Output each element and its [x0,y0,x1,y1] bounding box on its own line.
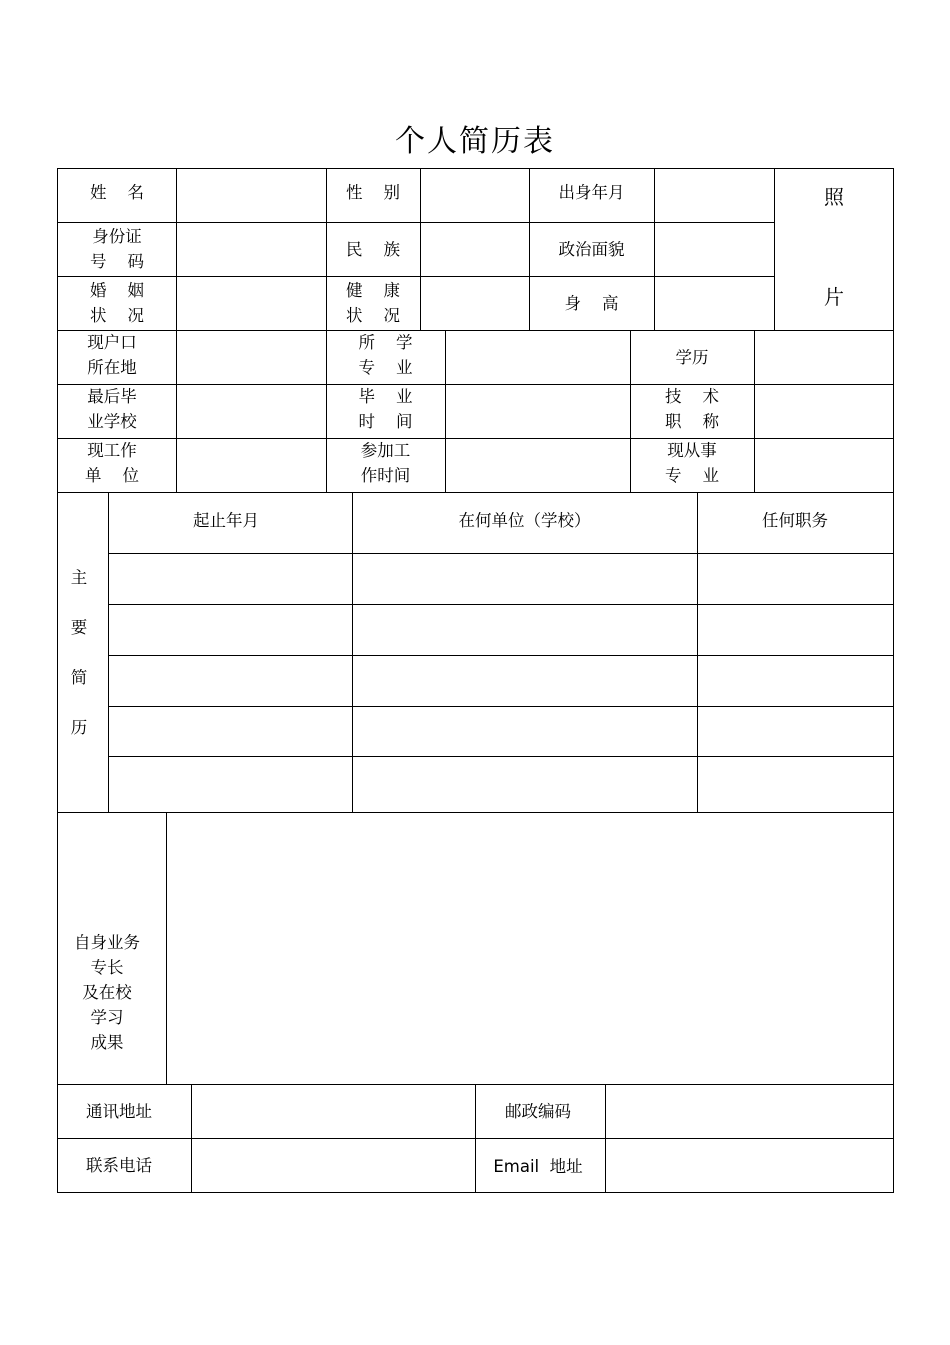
resume-period-cell[interactable] [109,707,352,756]
resume-period-cell[interactable] [109,757,352,812]
resume-section-label: 主 要 简 历 [70,567,88,737]
ethnicity-field[interactable] [421,223,529,276]
resume-position-cell[interactable] [698,605,893,655]
height-field[interactable] [655,277,774,330]
birth-field[interactable] [655,169,774,222]
phone-field[interactable] [192,1139,475,1192]
work-start-label: 参加工 作时间 [360,441,411,485]
table-border-right [893,168,894,1193]
postcode-field[interactable] [606,1085,893,1138]
postcode-label: 邮政编码 [505,1101,571,1121]
last-school-field[interactable] [177,385,326,438]
hukou-field[interactable] [177,331,326,384]
current-field-field[interactable] [755,439,893,492]
tech-title-label: 技 术 职 称 [665,387,719,431]
resume-unit-cell[interactable] [353,656,697,706]
resume-unit-cell[interactable] [353,757,697,812]
height-label: 身 高 [564,293,619,313]
email-label: Email 地址 [493,1156,583,1176]
photo-box[interactable] [775,169,893,330]
position-header: 任何职务 [762,510,828,530]
resume-unit-cell[interactable] [353,554,697,604]
photo-label-2: 片 [824,284,844,309]
graduation-time-label: 毕 业 时 间 [358,387,413,431]
unit-school-header: 在何单位（学校） [458,510,591,530]
expertise-label: 自身业务 专长 及在校 学习 成果 [74,932,140,1052]
resume-period-cell[interactable] [109,554,352,604]
health-field[interactable] [421,277,529,330]
address-field[interactable] [192,1085,475,1138]
birth-label: 出身年月 [558,182,625,202]
hukou-label: 现户口 所在地 [87,333,137,377]
id-card-field[interactable] [177,223,326,276]
id-card-label: 身份证 号 码 [90,227,144,271]
address-label: 通讯地址 [86,1101,152,1121]
period-header: 起止年月 [193,510,259,530]
marital-field[interactable] [177,277,326,330]
ethnicity-label: 民 族 [346,239,400,259]
major-label: 所 学 专 业 [358,333,413,377]
work-start-field[interactable] [446,439,630,492]
resume-unit-cell[interactable] [353,605,697,655]
resume-position-cell[interactable] [698,757,893,812]
political-status-label: 政治面貌 [558,239,625,259]
current-field-label: 现从事 专 业 [665,441,719,485]
resume-position-cell[interactable] [698,554,893,604]
work-unit-field[interactable] [177,439,326,492]
email-field[interactable] [606,1139,893,1192]
resume-period-cell[interactable] [109,656,352,706]
expertise-field[interactable] [167,813,893,1084]
resume-unit-cell[interactable] [353,707,697,756]
phone-label: 联系电话 [86,1155,152,1175]
political-status-field[interactable] [655,223,774,276]
graduation-time-field[interactable] [446,385,630,438]
major-field[interactable] [446,331,630,384]
resume-period-cell[interactable] [109,605,352,655]
health-label: 健 康 状 况 [346,281,400,325]
photo-label-1: 照 [824,184,844,209]
tech-title-field[interactable] [755,385,893,438]
last-school-label: 最后毕 业学校 [87,387,137,431]
work-unit-label: 现工作 单 位 [85,441,139,485]
form-title: 个人简历表 [395,124,555,159]
marital-label: 婚 姻 状 况 [90,281,144,325]
name-label: 姓 名 [90,182,144,202]
gender-field[interactable] [421,169,529,222]
gender-label: 性 别 [346,182,400,202]
education-label: 学历 [675,347,709,367]
resume-position-cell[interactable] [698,707,893,756]
education-field[interactable] [755,331,893,384]
name-field[interactable] [177,169,326,222]
resume-position-cell[interactable] [698,656,893,706]
